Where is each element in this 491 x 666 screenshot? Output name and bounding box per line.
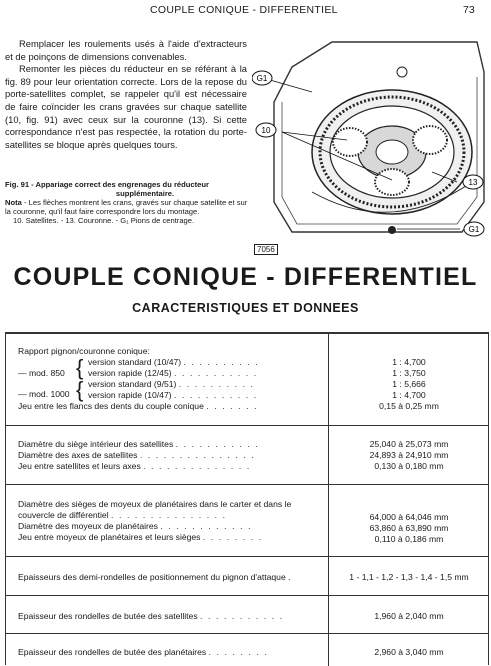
brace-850: { (76, 355, 84, 380)
row-divider (6, 425, 488, 426)
row-label: couvercle de différentiel . . . . . . . . . . . . . . . (18, 510, 227, 520)
row-divider (6, 633, 488, 634)
row-label: Diamètre des sièges de moyeux de planétaires dans le carter et dans le (18, 499, 292, 509)
caption-note (5, 198, 255, 216)
row-value: 25,040 à 25,073 mm (369, 439, 449, 449)
label-10: 10 (261, 126, 271, 135)
note-text: - Les flèches montrent les crans, gravés sur chaque satellite et sur la couronne, qu'il faut faire correspondre lors du montage. (5, 198, 248, 216)
label-13: 13 (468, 178, 478, 187)
row-divider (6, 333, 488, 334)
row-divider (6, 595, 488, 596)
brace-1000: { (76, 377, 84, 402)
row-label: Epaisseur des rondelles de butée des planétaires . . . . . . . . (18, 647, 269, 657)
specifications-table (5, 332, 489, 665)
caption-legend: 10. Satellites. - 13. Couronne. - G₁ Pions de centrage. (13, 216, 195, 225)
section-subtitle: CARACTERISTIQUES ET DONNEES (132, 301, 359, 315)
row-divider (6, 484, 488, 485)
label-g1-bottom: G1 (468, 225, 480, 234)
figure-caption (5, 180, 255, 225)
row-value: 1 : 3,750 (392, 368, 426, 378)
row-value: 0,15 à 0,25 mm (379, 401, 439, 411)
row-label: Diamètre des axes de satellites . . . . . . . . . . . . . . . (18, 450, 256, 460)
paragraph-1: Remplacer les roulements usés à l'aide d'extracteurs et de poinçons de dimensions convenables. (5, 38, 247, 62)
row-label: Diamètre des moyeux de planétaires . . . . . . . . . . . . (18, 521, 253, 531)
row-value: 1 : 4,700 (392, 390, 426, 400)
row-value: 0,110 à 0,186 mm (374, 534, 444, 544)
row-label: version standard (9/51) . . . . . . . . . . (88, 379, 255, 389)
row-label: Epaisseurs des demi-rondelles de positionnement du pignon d'attaque . (18, 572, 293, 582)
running-header (0, 4, 491, 18)
figure-91-drawing (252, 32, 488, 242)
label-g1-top: G1 (256, 74, 268, 83)
row-divider (6, 556, 488, 557)
row-value: 1,960 à 2,040 mm (374, 611, 444, 621)
row-value: 24,893 à 24,910 mm (369, 450, 449, 460)
body-text (5, 38, 247, 151)
row-label: version standard (10/47) . . . . . . . . . . (88, 357, 260, 367)
running-title: COUPLE CONIQUE - DIFFERENTIEL (150, 4, 338, 16)
row-label: version rapide (10/47) . . . . . . . . . . . (88, 390, 258, 400)
page-number: 73 (463, 4, 475, 16)
paragraph-2: Remonter les pièces du réducteur en se référant à la fig. 89 pour leur orientation correcte. Lors de la repose du porte-satellites complet, se rappeler qu'il est nécessaire de faire coïncider les crans gravées sur chaque satellite (10, fig. 91) avec ceux sur la couronne (13). Si cette correspondance n'est pas respectée, la rotation du porte-satellites se bloque après quelques tours. (5, 63, 247, 150)
row-value: 1 : 4,700 (392, 357, 426, 367)
row-label: Jeu entre les flancs des dents du couple conique . . . . . . . (18, 401, 259, 411)
row-label: Diamètre du siège intérieur des satellites . . . . . . . . . . . (18, 439, 260, 449)
row-label: Epaisseur des rondelles de butée des satellites . . . . . . . . . . . (18, 611, 284, 621)
row-value: 1 : 5,666 (392, 379, 426, 389)
caption-title: Fig. 91 - Appariage correct des engrenages du réducteur (5, 180, 209, 189)
figure-number: 7056 (254, 244, 278, 255)
row-value: 63,860 à 63,890 mm (369, 523, 449, 533)
caption-title-cont: supplémentaire. (115, 189, 175, 198)
row-value: 2,960 à 3,040 mm (374, 647, 444, 657)
gear-assembly-illustration (252, 32, 488, 242)
ratio-intro: Rapport pignon/couronne conique: (18, 346, 150, 356)
row-value: 1 - 1,1 - 1,2 - 1,3 - 1,4 - 1,5 mm (349, 572, 469, 582)
row-value: 64,000 à 64,046 mm (369, 512, 449, 522)
note-label: Nota (5, 198, 22, 207)
mod-850-label: — mod. 850 (18, 368, 65, 378)
row-label: Jeu entre moyeux de planétaires et leurs sièges . . . . . . . . (18, 532, 263, 542)
mod-1000-label: — mod. 1000 (18, 389, 70, 399)
row-label: version rapide (12/45) . . . . . . . . . . . (88, 368, 258, 378)
row-value: 0,130 à 0,180 mm (374, 461, 444, 471)
row-label: Jeu entre satellites et leurs axes . . . . . . . . . . . . . . (18, 461, 251, 471)
section-title: COUPLE CONIQUE - DIFFERENTIEL (13, 263, 478, 291)
